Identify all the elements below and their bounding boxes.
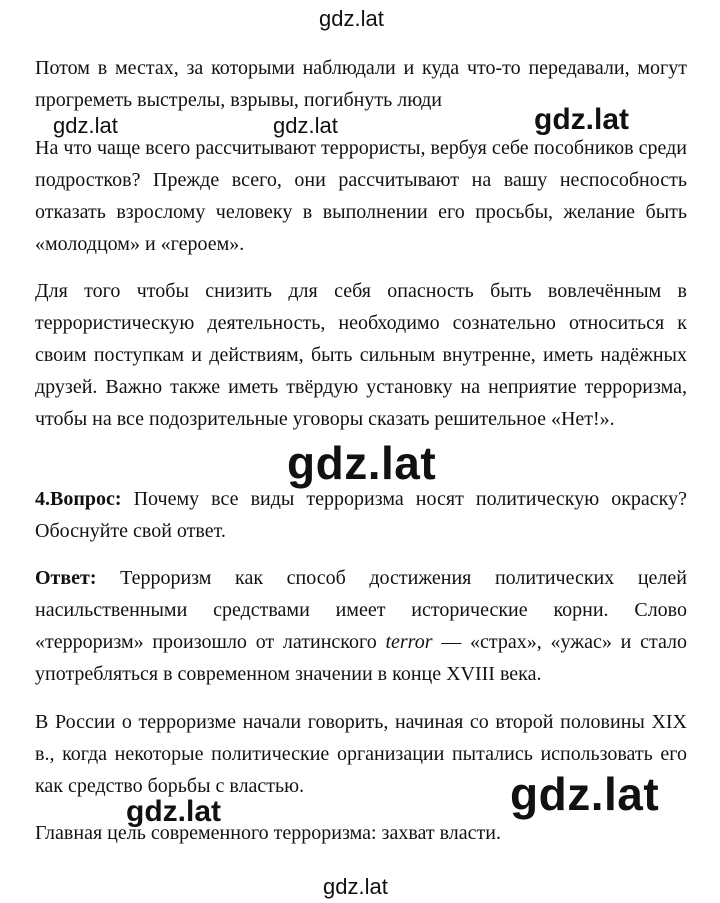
watermark-left-small: gdz.lat (53, 113, 118, 138)
paragraph-recruitment: На что чаще всего рассчитывают террористы, вербуя себе пособников среди подростков? Прежде всего, они рассчитывают на вашу неспособность отказать взрослому человеку в выполнении его просьбы, желание быть «молодцом» и «героем». (35, 137, 687, 255)
question-block (35, 483, 687, 547)
answer-block (35, 562, 687, 690)
paragraph-main-goal: Главная цель современного терроризма: захват власти. (35, 822, 501, 844)
question-text: Почему все виды терроризма носят политическую окраску? Обоснуйте свой ответ. (35, 488, 687, 542)
question-label: 4.Вопрос: (35, 488, 122, 510)
answer-text-part2: — «страх», «ужас» и стало употребляться в современном значении в конце XVIII века. (35, 631, 687, 685)
paragraph-consequences: Потом в местах, за которыми наблюдали и куда что-то передавали, могут прогреметь выстрелы, взрывы, погибнуть люди (35, 57, 687, 111)
watermark-middle-large: gdz.lat (287, 437, 437, 489)
watermark-footer: gdz.lat (323, 874, 388, 899)
watermark-right-medium: gdz.lat (534, 103, 629, 136)
answer-latin-word: terror (385, 631, 433, 653)
paragraph-russia-history: В России о терроризме начали говорить, начиная со второй половины XIX в., когда некоторые политические организации пытались использовать его как средство борьбы с властью. (35, 711, 687, 797)
answer-text-part1: Терроризм как способ достижения политических целей насильственными средствами имеет исторические корни. Слово «терроризм» произошло от латинского (35, 567, 687, 653)
paragraph-prevention: Для того чтобы снизить для себя опасность быть вовлечённым в террористическую деятельность, необходимо сознательно относиться к своим поступкам и действиям, быть сильным внутренне, иметь надёжных друзей. Важно также иметь твёрдую установку на неприятие терроризма, чтобы на все подозрительные уговоры сказать решительное «Нет!». (35, 280, 687, 430)
watermark-bottom-right-large: gdz.lat (510, 768, 660, 820)
watermark-top: gdz.lat (319, 6, 384, 31)
watermark-bottom-left-medium: gdz.lat (126, 795, 221, 828)
answer-label: Ответ: (35, 567, 97, 589)
watermark-center-small: gdz.lat (273, 113, 338, 138)
